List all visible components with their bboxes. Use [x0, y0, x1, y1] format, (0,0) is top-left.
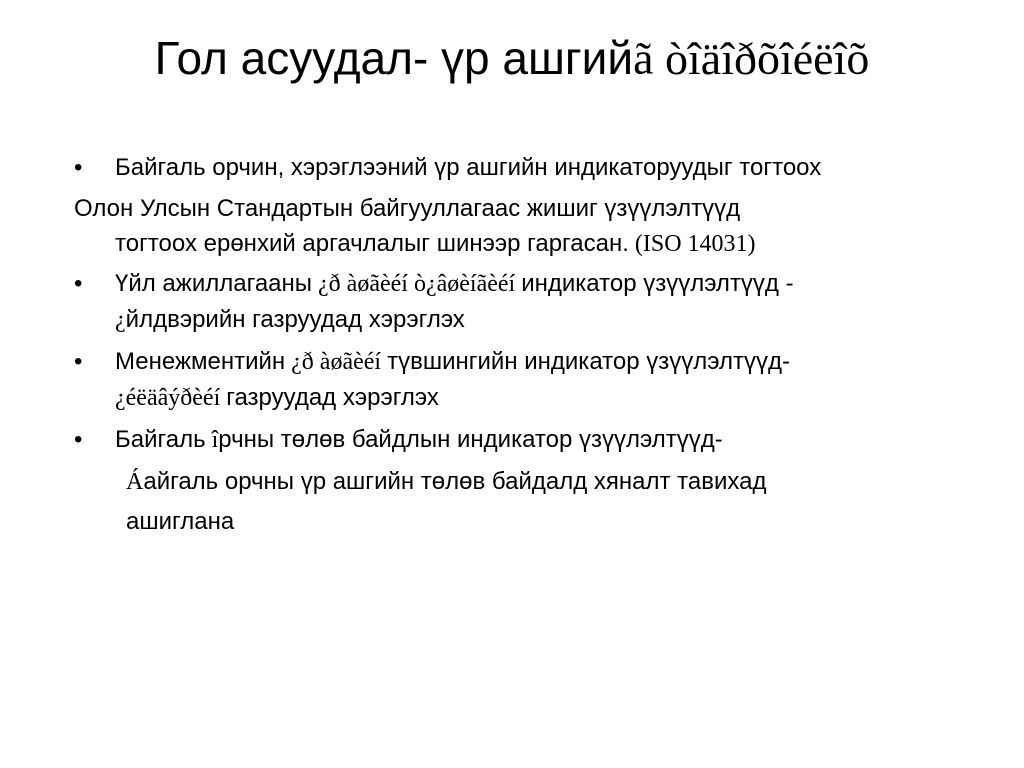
iso-reference: (ISO 14031): [634, 231, 756, 257]
slide-body: [74, 150, 954, 539]
bullet-item-environment-state: [74, 422, 954, 458]
sub-paragraph-monitoring: [74, 464, 954, 500]
slide-title-text: Гол асуудал- үр ашгий: [154, 32, 634, 84]
bullet-marker: •: [74, 270, 83, 297]
bullet-text-part-1: Үйл ажиллагааны: [115, 270, 313, 297]
sub-garbled-text: Á: [126, 469, 144, 495]
sub-line-2: ашиглана: [126, 508, 235, 535]
bullet-item-indicators: [74, 150, 954, 185]
bullet-garbled-text: î: [211, 427, 219, 453]
bullet-text-part-1: Менежментийн: [115, 348, 286, 375]
bullet-garbled-text-2: ¿: [115, 307, 126, 333]
bullet-garbled-text-2: ¿éëäâýðèéí: [115, 385, 221, 411]
paragraph-line-2: [74, 226, 954, 262]
bullet-text-part-1: Байгаль: [115, 426, 206, 453]
bullet-text: Байгаль орчин, хэрэглээний үр ашгийн индикаторуудыг тогтоох: [115, 154, 822, 181]
bullet-garbled-text: ¿ð àøãèéí ò¿âøèíãèéí: [318, 271, 516, 297]
slide-title-garbled-text: ã òîäîðõîéëîõ: [633, 33, 870, 84]
paragraph-line-1: Олон Улсын Стандартын байгууллагаас жишиг үзүүлэлтүүд: [74, 195, 741, 222]
slide-title: [0, 26, 1024, 91]
bullet-text-part-3: йлдвэрийн газруудад хэрэглэх: [125, 306, 465, 333]
bullet-text-part-2: индикатор үзүүлэлтүүд -: [521, 270, 794, 297]
sub-paragraph-line-2: [74, 504, 954, 539]
sub-line-1: айгаль орчны үр ашгийн төлөв байдалд хяналт тавихад: [143, 468, 767, 495]
bullet-garbled-text: ¿ð àøãèéí: [291, 349, 382, 375]
bullet-item-management: [74, 344, 954, 416]
paragraph-line-2-text: тогтоох ерөнхий аргачлалыг шинээр гаргасан.: [115, 230, 629, 257]
bullet-text-part-2: түвшингийн индикатор үзүүлэлтүүд-: [387, 348, 790, 375]
bullet-marker: •: [74, 348, 83, 375]
bullet-item-operational: [74, 266, 954, 338]
bullet-text-part-2: рчны төлөв байдлын индикатор үзүүлэлтүүд-: [218, 426, 723, 453]
bullet-marker: •: [74, 154, 83, 181]
bullet-marker: •: [74, 426, 83, 453]
bullet-text-part-3: газруудад хэрэглэх: [226, 384, 439, 411]
paragraph-iso: [74, 191, 954, 262]
